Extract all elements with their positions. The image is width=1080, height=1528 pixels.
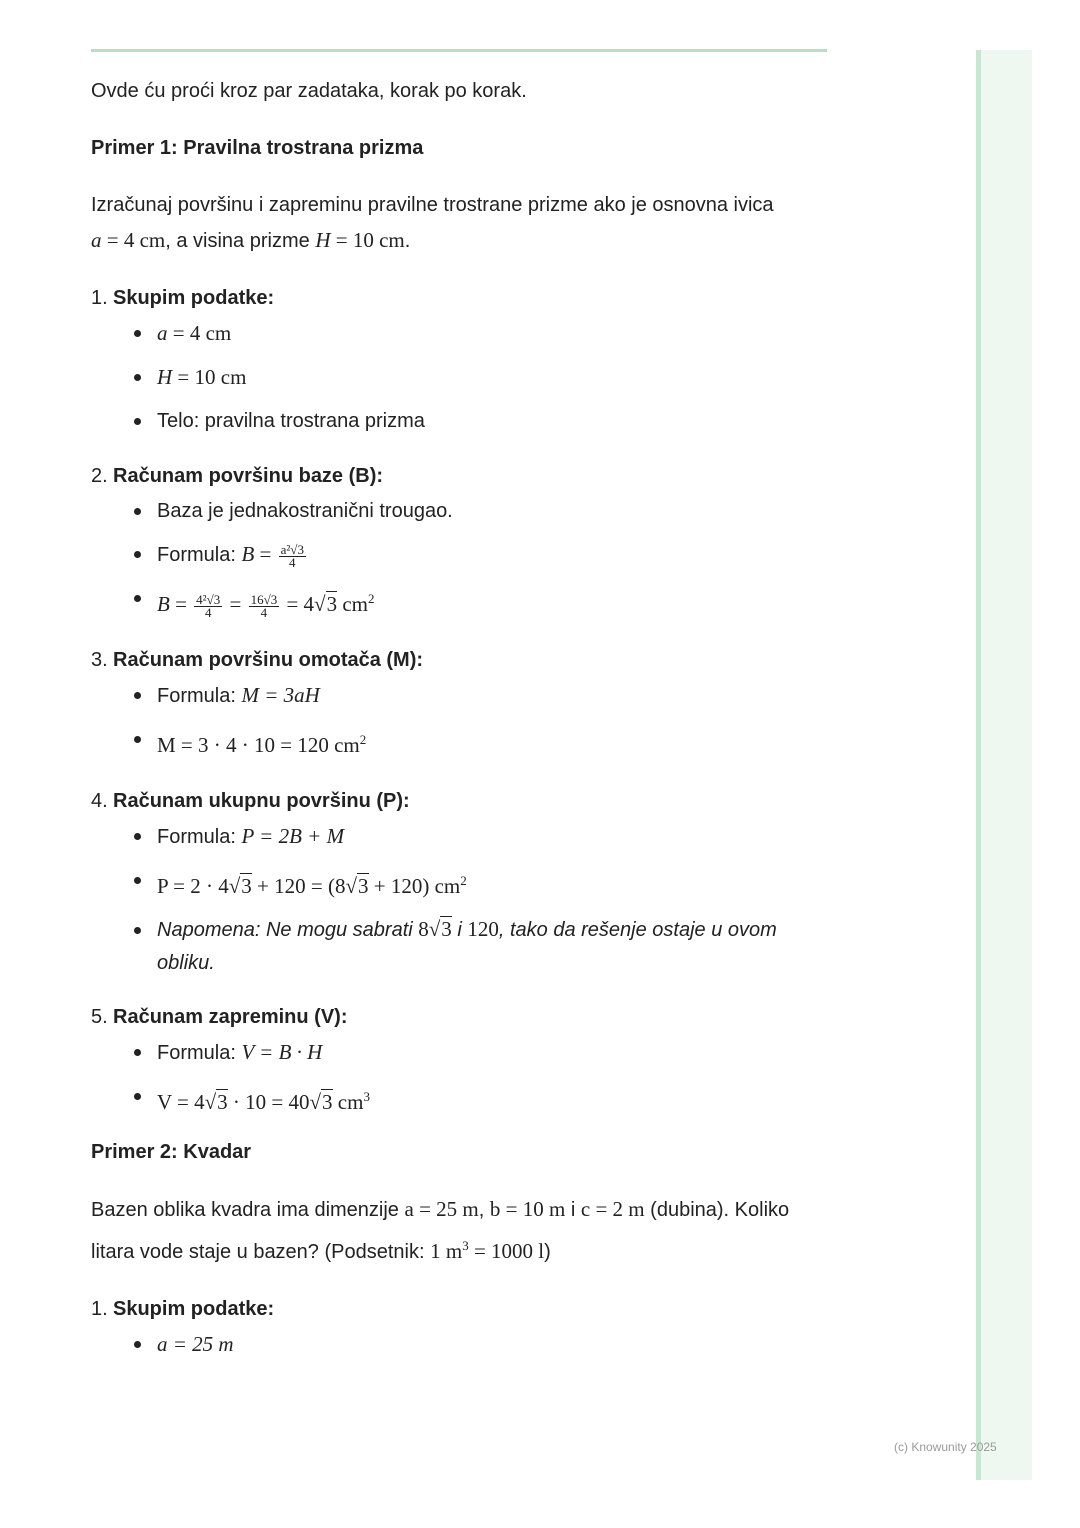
val-a: = 4 cm <box>101 228 166 252</box>
p-calc-part: + 120 = (8 <box>251 874 346 898</box>
ex1-step-5 <box>91 1000 831 1035</box>
ex1-step-5-list <box>91 1035 831 1121</box>
list-item <box>91 1327 831 1363</box>
list-item: Baza je jednakostranični trougao. <box>91 494 831 529</box>
val-a: = 4 cm <box>167 321 232 345</box>
top-divider <box>91 49 827 52</box>
eq-sign: = <box>254 542 277 566</box>
note-text: , tako da rešenje ostaje u ovom obliku. <box>157 919 777 974</box>
problem-text: (dubina). Koliko litara vode staje u bazen? (Podsetnik: <box>91 1199 790 1263</box>
note-text: i <box>451 919 468 941</box>
step-title: Računam površinu baze (B): <box>113 465 384 487</box>
unit: cm <box>337 592 368 616</box>
list-item <box>91 1035 831 1071</box>
problem-text: i <box>565 1199 581 1221</box>
radicand: 3 <box>326 592 338 616</box>
eq-sign: = <box>169 592 193 616</box>
ex1-step-1 <box>91 281 831 316</box>
document-body <box>91 74 831 1383</box>
var-h: H <box>157 365 173 389</box>
numerator: 4²√3 <box>196 591 221 607</box>
problem-text: Bazen oblika kvadra ima dimenzije <box>91 1199 405 1221</box>
numerator: 16√3 <box>250 591 278 607</box>
val-h: = 10 cm <box>330 228 405 252</box>
step-number: 5. <box>91 1006 108 1028</box>
math-a: a = 25 m <box>404 1197 479 1221</box>
v-formula: V = B · H <box>241 1040 323 1064</box>
formula-label: Formula: <box>157 685 242 707</box>
math-b: b = 10 m <box>489 1197 566 1221</box>
radicand: 3 <box>322 1090 333 1114</box>
step-number: 2. <box>91 465 108 487</box>
math-a <box>91 228 165 252</box>
side-panel-bar <box>976 50 981 1480</box>
ex2-step-1 <box>91 1292 831 1327</box>
ex1-step-2 <box>91 459 831 494</box>
list-item <box>91 819 831 855</box>
step-title: Skupim podatke: <box>113 287 275 309</box>
formula-label: Formula: <box>157 826 242 848</box>
ex1-step-3-list <box>91 678 831 764</box>
list-item <box>91 360 831 396</box>
problem-text: Izračunaj površinu i zapreminu pravilne trostrane prizme ako je osnovna ivica <box>91 194 774 216</box>
denominator: 4 <box>204 604 212 620</box>
note-math: 8 <box>418 917 429 941</box>
unit: cm <box>332 1090 364 1114</box>
problem-text: , <box>478 1199 490 1221</box>
math-volume: 1 m <box>430 1239 463 1263</box>
step-number: 1. <box>91 1298 108 1320</box>
step-title: Računam ukupnu površinu (P): <box>113 790 410 812</box>
exponent: 2 <box>367 591 375 606</box>
example1-problem <box>91 188 831 259</box>
list-item <box>91 537 831 573</box>
list-item: V = 4√3 · 10 = 40√3 $cm^3$ <box>91 1079 831 1121</box>
denominator: 4 <box>289 554 296 570</box>
step-number: 1. <box>91 287 108 309</box>
step-number: 4. <box>91 790 108 812</box>
example1-title: Primer 1: Pravilna trostrana prizma <box>91 137 424 159</box>
list-item: B = $\frac{\text{4²√3}}{4}$ = $\frac{16√3}{4}$ = 4√3 $cm^2$ <box>91 581 831 623</box>
var-b: B <box>241 542 255 566</box>
note-math: 120 <box>467 917 499 941</box>
radicand: 3 <box>241 874 252 898</box>
fraction <box>249 591 280 620</box>
m-calc: M = 3 · 4 · 10 = 120 cm <box>157 733 360 757</box>
example2-title: Primer 2: Kvadar <box>91 1141 252 1163</box>
list-item <box>91 678 831 714</box>
var-a: a <box>91 228 102 252</box>
list-item <box>91 722 831 764</box>
math-liters: = 1000 l <box>468 1239 545 1263</box>
ex1-step-1-list <box>91 316 831 439</box>
denominator: 4 <box>260 604 268 620</box>
result: = 4 <box>281 592 315 616</box>
ex1-step-4-list <box>91 819 831 980</box>
fraction <box>194 591 222 620</box>
numerator: a²√3 <box>280 541 304 557</box>
formula-label: Formula: <box>157 544 242 566</box>
ex1-step-3 <box>91 643 831 678</box>
p-calc-part: + 120) cm <box>368 874 461 898</box>
exponent: 2 <box>460 873 467 888</box>
problem-text: ) <box>544 1241 551 1263</box>
var-h: H <box>315 228 331 252</box>
formula-label: Formula: <box>157 1042 242 1064</box>
note-item: Napomena: Ne mogu sabrati 8√3 i 120, tako da rešenje ostaje u ovom obliku. <box>91 913 831 980</box>
fraction <box>279 541 306 570</box>
list-item: Telo: pravilna trostrana prizma <box>91 404 831 439</box>
side-panel <box>976 50 1032 1480</box>
eq-sign: = <box>224 592 247 616</box>
step-title: Skupim podatke: <box>113 1298 275 1320</box>
problem-period: . <box>404 230 411 252</box>
val-h: = 10 cm <box>172 365 247 389</box>
radicand: 3 <box>217 1090 228 1114</box>
data-a: a = 25 m <box>157 1332 234 1356</box>
exponent: 3 <box>462 1238 469 1253</box>
var-a: a <box>157 321 168 345</box>
exponent: 3 <box>363 1089 370 1104</box>
ex1-step-2-list <box>91 494 831 623</box>
math-h <box>315 228 404 252</box>
m-formula: M = 3aH <box>241 683 320 707</box>
list-item: P = 2 · 4√3 + 120 = (8√3 + 120) $cm^2$ <box>91 863 831 905</box>
intro-text: Ovde ću proći kroz par zadataka, korak po korak. <box>91 80 527 102</box>
step-number: 3. <box>91 649 108 671</box>
v-calc-part: · 10 = 40 <box>227 1090 310 1114</box>
exponent: 2 <box>359 732 367 747</box>
list-item <box>91 316 831 352</box>
ex2-step-1-list <box>91 1327 831 1363</box>
step-title: Računam zapreminu (V): <box>113 1006 348 1028</box>
p-formula: P = 2B + M <box>241 824 345 848</box>
radicand: 3 <box>441 917 452 941</box>
p-calc-part: P = 2 · 4 <box>157 874 229 898</box>
var-b: B <box>157 592 170 616</box>
radicand: 3 <box>358 874 369 898</box>
note-text: Napomena: Ne mogu sabrati <box>157 919 419 941</box>
step-title: Računam površinu omotača (M): <box>113 649 424 671</box>
ex1-step-4 <box>91 784 831 819</box>
copyright-footer: (c) Knowunity 2025 <box>894 1440 997 1454</box>
problem-connector: , a visina prizme <box>165 230 316 252</box>
v-calc-part: V = 4 <box>157 1090 205 1114</box>
math-c: c = 2 m <box>580 1197 645 1221</box>
example2-problem <box>91 1192 831 1270</box>
